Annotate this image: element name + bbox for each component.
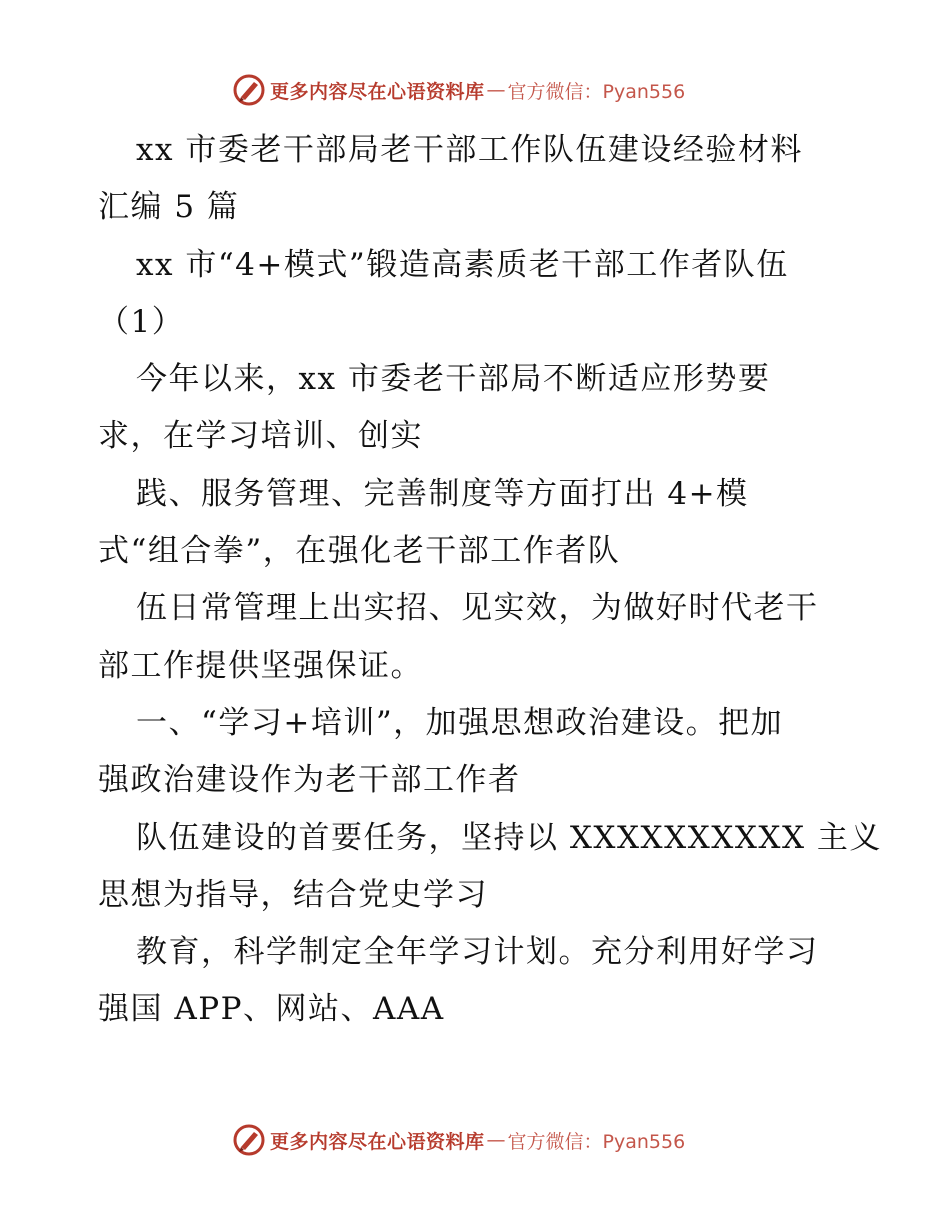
document-body <box>98 122 882 1039</box>
banner-wechat: 官方微信：Pyan556 <box>507 1130 686 1153</box>
text-line: 式“组合拳”，在强化老干部工作者队 <box>98 533 621 570</box>
text-line: xx 市委老干部局老干部工作队伍建设经验材料 <box>136 132 803 168</box>
banner-separator: — <box>486 1129 506 1151</box>
pen-logo-icon <box>232 73 266 107</box>
banner-text: 更多内容尽在心语资料库 <box>270 1130 485 1153</box>
text-line: 求，在学习培训、创实 <box>98 418 423 455</box>
text-line: 今年以来，xx 市委老干部局不断适应形势要 <box>136 361 771 398</box>
text-line: 强政治建设作为老干部工作者 <box>98 762 521 799</box>
pen-logo-icon <box>232 1123 266 1157</box>
banner-text: 更多内容尽在心语资料库 <box>270 80 485 103</box>
text-line: xx 市“4+模式”锻造高素质老干部工作者队伍 <box>136 246 789 283</box>
text-line: 伍日常管理上出实招、见实效，为做好时代老干 <box>136 590 819 627</box>
header-banner <box>232 70 732 110</box>
text-line: 思想为指导，结合党史学习 <box>98 876 488 913</box>
text-line: 教育，科学制定全年学习计划。充分利用好学习 <box>136 934 819 971</box>
footer-banner <box>232 1120 732 1160</box>
banner-wechat: 官方微信：Pyan556 <box>507 80 686 103</box>
text-line: 强国 APP、网站、AAA <box>98 991 445 1028</box>
banner-separator: — <box>486 79 506 101</box>
text-line: 一、“学习+培训”，加强思想政治建设。把加 <box>136 704 784 741</box>
text-line: 汇编 5 篇 <box>98 189 240 226</box>
text-line: 队伍建设的首要任务，坚持以 XXXXXXXXXX 主义 <box>136 819 882 856</box>
text-line: 践、服务管理、完善制度等方面打出 4+模 <box>136 475 749 512</box>
text-line: 部工作提供坚强保证。 <box>98 647 423 684</box>
text-line: （1） <box>98 303 185 340</box>
